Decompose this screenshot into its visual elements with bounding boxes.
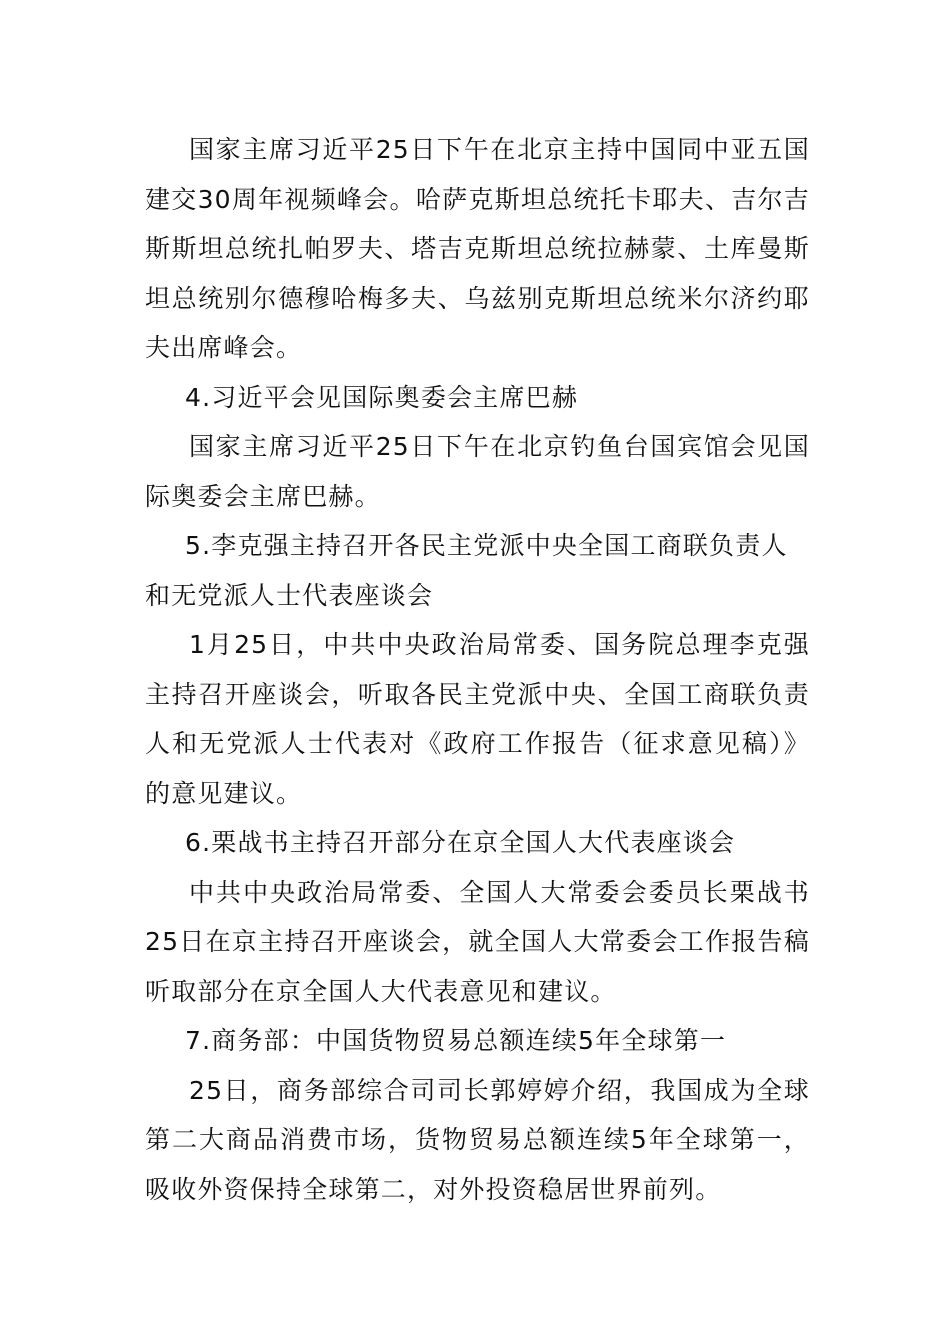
heading-item-4: 4.习近平会见国际奥委会主席巴赫 (185, 382, 579, 412)
paragraph-li-zhanshu: 中共中央政治局常委、全国人大常委会委员长栗战书25日在京主持召开座谈会，就全国人大常委会工作报告稿听取部分在京全国人大代表意见和建议。 (145, 877, 810, 1006)
document-page (145, 125, 810, 1214)
paragraph-summit: 国家主席习近平25日下午在北京主持中国同中亚五国建交30周年视频峰会。哈萨克斯坦总统托卡耶夫、吉尔吉斯斯坦总统扎帕罗夫、塔吉克斯坦总统拉赫蒙、土库曼斯坦总统别尔德穆哈梅多夫、乌兹别克斯坦总统米尔济约耶夫出席峰会。 (145, 135, 810, 362)
paragraph-commerce: 25日，商务部综合司司长郭婷婷介绍，我国成为全球第二大商品消费市场，货物贸易总额连续5年全球第一，吸收外资保持全球第二，对外投资稳居世界前列。 (145, 1075, 810, 1204)
paragraph-li-keqiang: 1月25日，中共中央政治局常委、国务院总理李克强主持召开座谈会，听取各民主党派中央、全国工商联负责人和无党派人士代表对《政府工作报告（征求意见稿）》的意见建议。 (145, 630, 810, 808)
heading-item-5: 5.李克强主持召开各民主党派中央全国工商联负责人和无党派人士代表座谈会 (145, 531, 788, 610)
heading-item-7: 7.商务部：中国货物贸易总额连续5年全球第一 (185, 1026, 727, 1055)
paragraph-bach-meeting: 国家主席习近平25日下午在北京钓鱼台国宾馆会见国际奥委会主席巴赫。 (145, 432, 810, 511)
heading-item-6: 6.栗战书主持召开部分在京全国人大代表座谈会 (185, 828, 736, 857)
